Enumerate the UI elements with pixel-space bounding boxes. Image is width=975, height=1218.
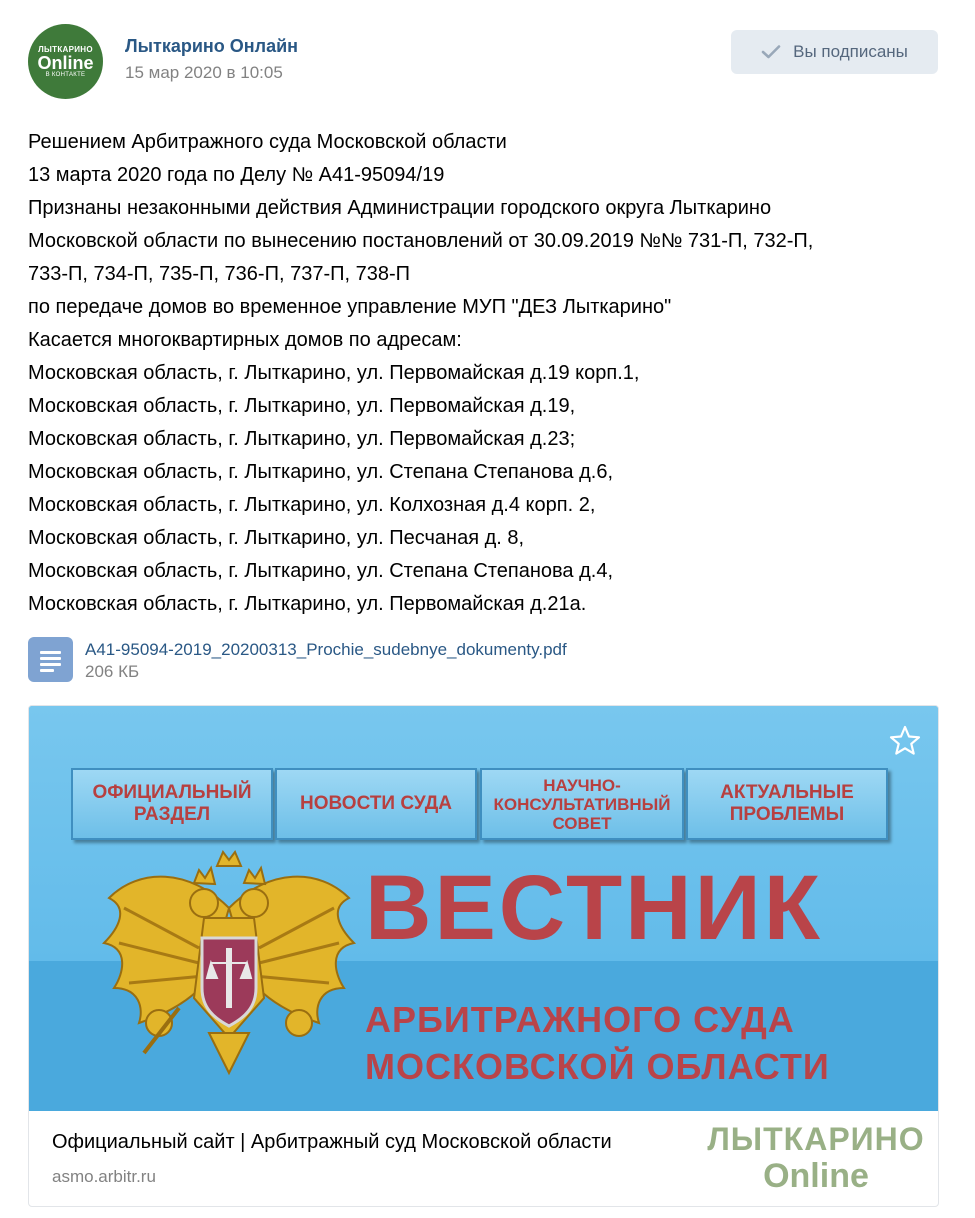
post-text-line: Московская область, г. Лыткарино, ул. Степана Степанова д.6, bbox=[28, 461, 614, 483]
post-header bbox=[28, 22, 938, 98]
attachment-size: 206 КБ bbox=[85, 662, 140, 681]
post-text bbox=[28, 126, 943, 621]
banner-nav-text: НАУЧНО- bbox=[543, 775, 621, 795]
post-text-line: по передаче домов во временное управление МУП "ДЕЗ Лыткарино" bbox=[28, 296, 672, 318]
post-text-line: Московская область, г. Лыткарино, ул. Степана Степанова д.4, bbox=[28, 560, 614, 582]
watermark-logo bbox=[696, 1121, 936, 1195]
banner-nav-text: РАЗДЕЛ bbox=[133, 804, 211, 825]
post-text-line: Московская область, г. Лыткарино, ул. Первомайская д.21а. bbox=[28, 593, 587, 615]
post-text-line: Московской области по вынесению постановлений от 30.09.2019 №№ 731-П, 732-П, bbox=[28, 230, 814, 252]
checkmark-icon bbox=[761, 44, 781, 60]
post-text-line: Московская область, г. Лыткарино, ул. Первомайская д.19 корп.1, bbox=[28, 362, 640, 384]
banner-nav-official bbox=[71, 768, 273, 840]
banner-nav-text: КОНСУЛЬТАТИВНЫЙ bbox=[493, 794, 671, 814]
banner-nav-problems bbox=[686, 768, 888, 840]
post-text-line: Московская область, г. Лыткарино, ул. Первомайская д.19, bbox=[28, 395, 576, 417]
banner-nav-text: НОВОСТИ СУДА bbox=[300, 793, 452, 814]
banner-headline: ВЕСТНИК bbox=[365, 857, 823, 959]
attachment-name-link[interactable]: A41-95094-2019_20200313_Prochie_sudebnye_dokumenty.pdf bbox=[85, 640, 567, 659]
post-text-line: Московская область, г. Лыткарино, ул. Песчаная д. 8, bbox=[28, 527, 525, 549]
link-preview-card[interactable] bbox=[28, 705, 939, 1207]
banner-nav-text: ОФИЦИАЛЬНЫЙ bbox=[92, 782, 252, 803]
post-text-line: 13 марта 2020 года по Делу № А41-95094/19 bbox=[28, 164, 445, 186]
author-name-link[interactable]: Лыткарино Онлайн bbox=[125, 36, 299, 56]
avatar-text-top: ЛЫТКАРИНО bbox=[38, 45, 93, 54]
subscribed-button[interactable] bbox=[731, 30, 938, 74]
post-text-line: Решением Арбитражного суда Московской области bbox=[28, 131, 507, 153]
link-preview-image[interactable] bbox=[29, 706, 938, 1111]
link-preview-url[interactable]: asmo.arbitr.ru bbox=[52, 1167, 156, 1186]
banner-subline: АРБИТРАЖНОГО СУДА bbox=[365, 999, 795, 1040]
post-text-line: Касается многоквартирных домов по адресам: bbox=[28, 329, 462, 351]
post-text-line: 733-П, 734-П, 735-П, 736-П, 737-П, 738-П bbox=[28, 263, 410, 285]
watermark-text: ЛЫТКАРИНО bbox=[707, 1121, 925, 1157]
coat-of-arms-icon bbox=[99, 848, 359, 1083]
avatar[interactable] bbox=[28, 24, 103, 99]
post-text-line: Признаны незаконными действия Администрации городского округа Лыткарино bbox=[28, 197, 772, 219]
banner-nav-text: ПРОБЛЕМЫ bbox=[729, 804, 845, 825]
subscribed-button-label: Вы подписаны bbox=[793, 42, 908, 61]
banner-nav-council bbox=[480, 768, 684, 840]
watermark-text: Online bbox=[763, 1157, 869, 1195]
link-preview-title[interactable]: Официальный сайт | Арбитражный суд Московской области bbox=[52, 1131, 612, 1153]
avatar-text-main: Online bbox=[37, 53, 94, 73]
banner-nav-text: АКТУАЛЬНЫЕ bbox=[720, 782, 854, 803]
banner-nav-news bbox=[275, 768, 477, 840]
post-text-line: Московская область, г. Лыткарино, ул. Колхозная д.4 корп. 2, bbox=[28, 494, 596, 516]
post-text-line: Московская область, г. Лыткарино, ул. Первомайская д.23; bbox=[28, 428, 576, 450]
document-icon[interactable] bbox=[28, 637, 73, 682]
star-icon[interactable] bbox=[888, 724, 922, 758]
banner-nav-text: СОВЕТ bbox=[552, 813, 612, 833]
post-date-link[interactable]: 15 мар 2020 в 10:05 bbox=[125, 63, 283, 82]
avatar-text-bottom: В КОНТАКТЕ bbox=[45, 72, 86, 78]
banner-subline: МОСКОВСКОЙ ОБЛАСТИ bbox=[365, 1046, 830, 1087]
